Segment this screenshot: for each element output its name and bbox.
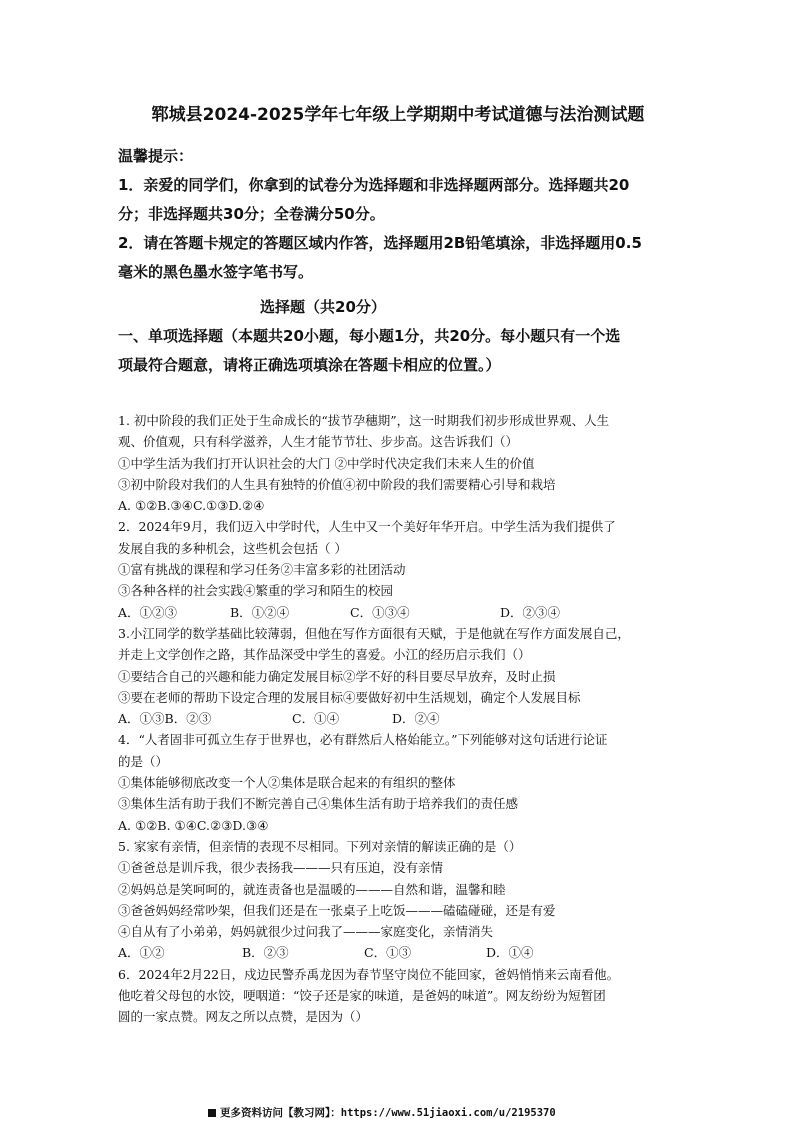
tip-2-line-2: 毫米的黑色墨水签字笔书写。 [118, 263, 314, 281]
question-options [118, 602, 678, 623]
question-item: ①集体能够彻底改变一个人②集体是联合起来的有组织的整体 [118, 775, 456, 791]
option-d: D．②③④ [500, 604, 561, 620]
tip-2-line-1: 2．请在答题卡规定的答题区域内作答，选择题用2B铅笔填涂，非选择题用0.5 [118, 234, 642, 252]
option-d: D．①④ [486, 945, 534, 961]
option-c: C．①④ [292, 711, 340, 727]
question-stem: 2．2024年9月，我们迈入中学时代，人生中又一个美好年华开启。中学生活为我们提供了 [118, 519, 616, 535]
question-stem: 4．“人者固非可孤立生存于世界也，必有群然后人格始能立。”下列能够对这句话进行论证 [118, 732, 608, 748]
part-1-instructions-line-2: 项最符合题意，请将正确选项填涂在答题卡相应的位置。） [118, 356, 501, 374]
tip-1-line-1: 1．亲爱的同学们，你拿到的试卷分为选择题和非选择题两部分。选择题共20 [118, 176, 630, 194]
option-b: B．②③ [242, 945, 289, 961]
question-stem: 5. 家家有亲情，但亲情的表现不尽相同。下列对亲情的解读正确的是（） [118, 838, 522, 854]
option-a: A．①② [118, 945, 165, 961]
question-3 [118, 623, 678, 729]
question-options [118, 942, 678, 963]
question-stem: 的是（） [118, 753, 169, 769]
question-stem: 发展自我的多种机会，这些机会包括（ ） [118, 540, 347, 556]
tip-1-line-2: 分；非选择题共30分；全卷满分50分。 [118, 205, 385, 223]
question-5 [118, 836, 678, 964]
exam-title: 郓城县2024-2025学年七年级上学期期中考试道德与法治测试题 [151, 105, 645, 125]
option-c: C．①③④ [350, 604, 410, 620]
question-stem: 他吃着父母包的水饺，哽咽道：“饺子还是家的味道，是爸妈的味道”。网友纷纷为短暂团 [118, 988, 606, 1004]
section-heading: 选择题（共20分） [260, 298, 386, 316]
footer-text[interactable]: 更多资料访问【教习网】：https://www.51jiaoxi.com/u/2195370 [220, 1107, 556, 1119]
question-item: ③要在老师的帮助下设定合理的发展目标④要做好初中生活规划，确定个人发展目标 [118, 689, 581, 705]
question-item: ③初中阶段对我们的人生具有独特的价值④初中阶段的我们需要精心引导和栽培 [118, 476, 556, 492]
option-b: B．①②④ [230, 604, 290, 620]
footer-link-line [208, 1105, 556, 1120]
option-a-b: A．①③B．②③ [118, 711, 212, 727]
question-1 [118, 410, 678, 516]
question-item: ①要结合自己的兴趣和能力确定发展目标②学不好的科目要尽早放弃，及时止损 [118, 668, 556, 684]
question-stem: 并走上文学创作之路，其作品深受中学生的喜爱。小江的经历启示我们（） [118, 647, 531, 663]
question-options: A. ①②B. ①④C.②③D.③④ [118, 817, 269, 833]
question-item: ③集体生活有助于我们不断完善自己④集体生活有助于培养我们的责任感 [118, 796, 519, 812]
question-item: ②妈妈总是笑呵呵的，就连责备也是温暖的———自然和谐，温馨和睦 [118, 881, 506, 897]
part-1-instructions-line-1: 一、单项选择题（本题共20小题，每小题1分，共20分。每小题只有一个选 [118, 327, 621, 345]
option-d: D．②④ [392, 711, 440, 727]
question-item: ①富有挑战的课程和学习任务②丰富多彩的社团活动 [118, 562, 406, 578]
option-a: A．①②③ [118, 604, 178, 620]
question-item: ③爸爸妈妈经常吵架，但我们还是在一张桌子上吃饭———磕磕碰碰，还是有爱 [118, 902, 556, 918]
question-2 [118, 516, 678, 622]
exam-page [118, 102, 678, 1028]
question-stem: 1. 初中阶段的我们正处于生命成长的“拔节孕穗期”，这一时期我们初步形成世界观、人生 [118, 413, 610, 428]
question-stem: 观、价值观，只有科学滋养，人生才能节节壮、步步高。这告诉我们（） [118, 434, 519, 450]
question-4 [118, 729, 678, 835]
tips-heading: 温馨提示： [118, 147, 194, 165]
question-options [118, 708, 678, 729]
question-stem: 圆的一家点赞。网友之所以点赞，是因为（） [118, 1009, 369, 1025]
option-c: C．①③ [364, 945, 412, 961]
question-item: ④自从有了小弟弟，妈妈就很少过问我了———家庭变化，亲情消失 [118, 924, 494, 940]
flag-icon [208, 1109, 216, 1117]
question-item: ③各种各样的社会实践④繁重的学习和陌生的校园 [118, 583, 394, 599]
question-6 [118, 964, 678, 1028]
question-item: ①爸爸总是训斥我，很少表扬我———只有压迫，没有亲情 [118, 860, 444, 876]
question-stem: 6．2024年2月22日，戍边民警乔禹龙因为春节坚守岗位不能回家，爸妈悄悄来云南看他。 [118, 966, 620, 982]
question-options: A. ①②B.③④C.①③D.②④ [118, 498, 265, 514]
question-stem: 3.小江同学的数学基础比较薄弱，但他在写作方面很有天赋，于是他就在写作方面发展自己， [118, 625, 630, 641]
question-item: ①中学生活为我们打开认识社会的大门 ②中学时代决定我们未来人生的价值 [118, 455, 535, 471]
questions-list [118, 410, 678, 1028]
tips-block [118, 142, 678, 287]
